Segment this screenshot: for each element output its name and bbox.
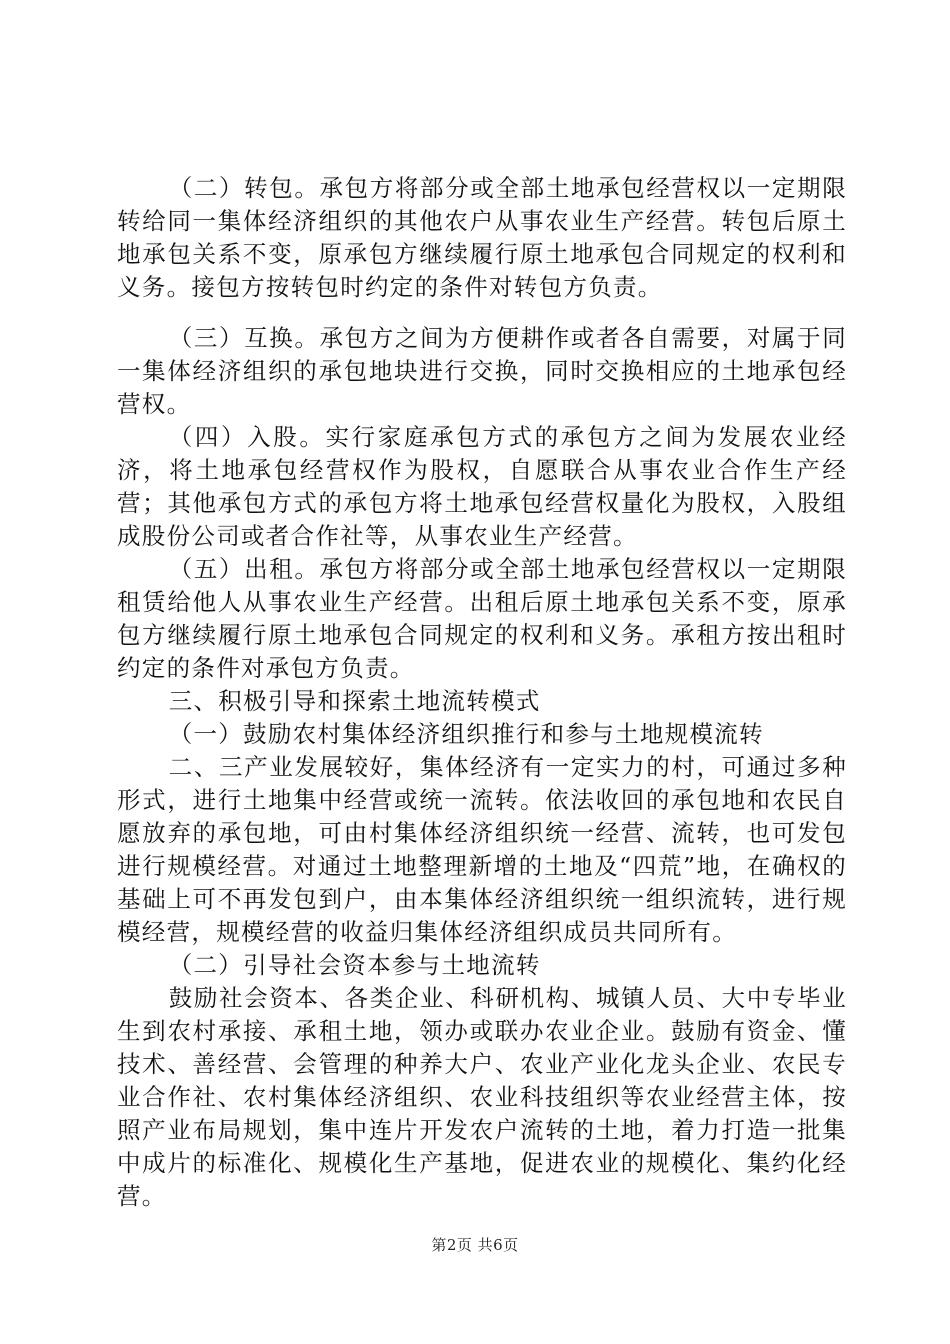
subheading-social-capital: （二）引导社会资本参与土地流转 xyxy=(168,951,541,979)
subheading-collective-organizations: （一）鼓励农村集体经济组织推行和参与土地规模流转 xyxy=(168,720,764,748)
document-body xyxy=(117,172,847,1213)
paragraph-subcontracting: （二）转包。承包方将部分或全部土地承包经营权以一定期限转给同一集体经济组织的其他农户从事农业生产经营。转包后原土地承包关系不变，原承包方继续履行原土地承包合同规定的权利和义务。接包方按转包时约定的条件对转包方负责。 xyxy=(117,174,847,301)
paragraph-exchange: （三）互换。承包方之间为方便耕作或者各自需要，对属于同一集体经济组织的承包地块进行交换，同时交换相应的土地承包经营权。 xyxy=(117,324,847,418)
section-heading-transfer-modes: 三、积极引导和探索土地流转模式 xyxy=(168,687,541,715)
page-number-footer: 第2页 共6页 xyxy=(431,1236,519,1254)
paragraph-shareholding: （四）入股。实行家庭承包方式的承包方之间为发展农业经济，将土地承包经营权作为股权，自愿联合从事农业合作生产经营；其他承包方式的承包方将土地承包经营权量化为股权，入股组成股份公司或者合作社等，从事农业生产经营。 xyxy=(117,423,847,550)
paragraph-collective-economy: 二、三产业发展较好，集体经济有一定实力的村，可通过多种形式，进行土地集中经营或统一流转。依法收回的承包地和农民自愿放弃的承包地，可由村集体经济组织统一经营、流转，也可发包进行规模经营。对通过土地整理新增的土地及“四荒”地，在确权的基础上可不再发包到户，由本集体经济组织统一组织流转，进行规模经营，规模经营的收益归集体经济组织成员共同所有。 xyxy=(117,753,847,946)
paragraph-leasing: （五）出租。承包方将部分或全部土地承包经营权以一定期限租赁给他人从事农业生产经营。出租后原土地承包关系不变，原承包方继续履行原土地承包合同规定的权利和义务。承租方按出租时约定的条件对承包方负责。 xyxy=(117,555,847,682)
paragraph-gap xyxy=(117,304,847,322)
paragraph-social-capital: 鼓励社会资本、各类企业、科研机构、城镇人员、大中专毕业生到农村承接、承租土地，领办或联办农业企业。鼓励有资金、懂技术、善经营、会管理的种养大户、农业产业化龙头企业、农民专业合作社、农村集体经济组织、农业科技组织等农业经营主体，按照产业布局规划，集中连片开发农户流转的土地，着力打造一批集中成片的标准化、规模化生产基地，促进农业的规模化、集约化经营。 xyxy=(117,984,847,1210)
